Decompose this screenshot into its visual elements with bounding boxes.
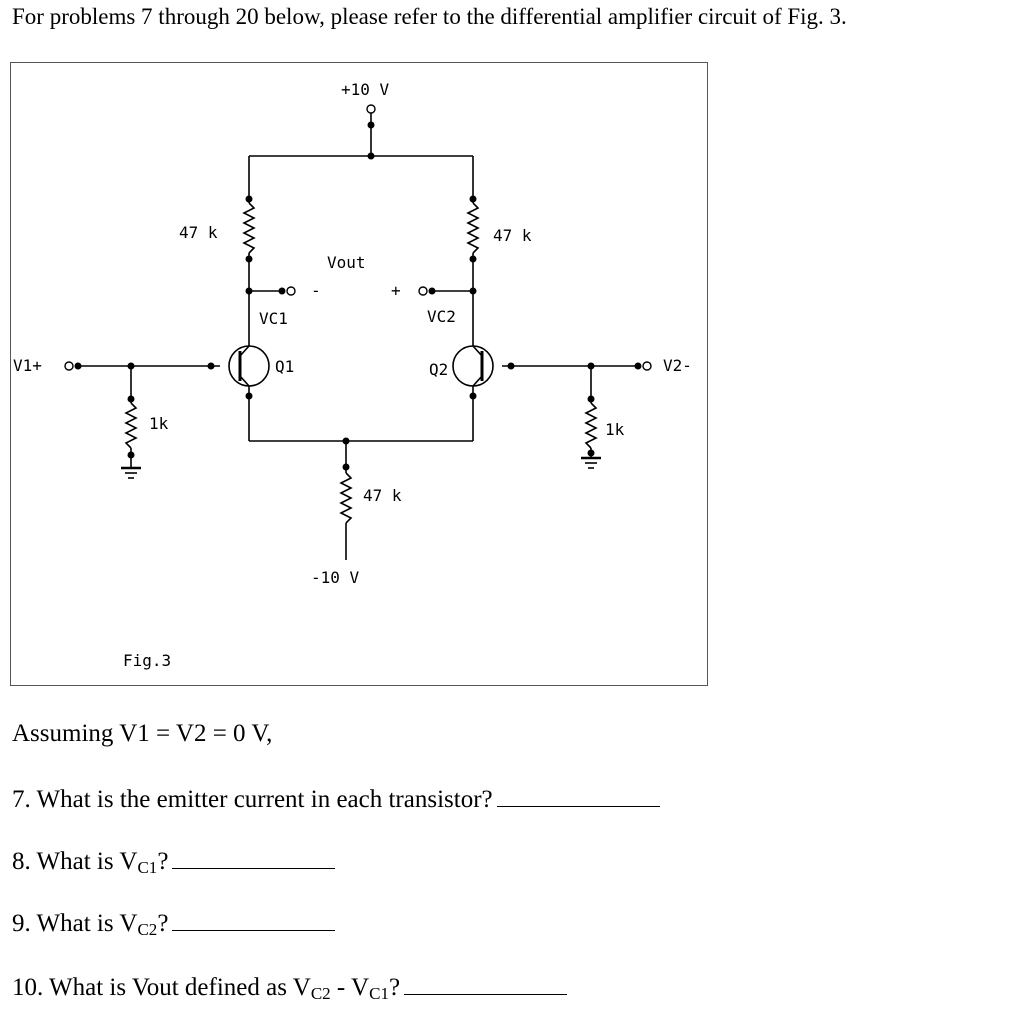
question-7-text: 7. What is the emitter current in each transistor? (12, 786, 493, 813)
vout-plus-label: + (391, 281, 401, 300)
question-10-mid: - V (330, 974, 370, 1001)
question-10-prefix: 10. What is Vout defined as V (12, 974, 311, 1001)
question-9 (12, 908, 335, 940)
rb2-label: 1k (605, 420, 625, 439)
assumption-text: Assuming V1 = V2 = 0 V, (12, 720, 273, 747)
re-label: 47 k (363, 486, 402, 505)
answer-blank-10[interactable] (404, 972, 567, 995)
question-10 (12, 972, 567, 1004)
vout-label: Vout (327, 253, 366, 272)
vcc-label: +10 V (341, 80, 390, 99)
vee-label: -10 V (311, 568, 360, 587)
question-8-suffix: ? (157, 848, 169, 875)
vc1-label: VC1 (259, 309, 288, 328)
q1-transistor (229, 346, 269, 386)
rb2-resistor (586, 403, 596, 448)
question-10-sub-a: C2 (310, 984, 331, 1003)
vc2-label: VC2 (427, 307, 456, 326)
v1-label: V1+ (13, 356, 42, 375)
v2-label: V2- (663, 356, 692, 375)
question-9-suffix: ? (157, 910, 169, 937)
figure-caption: Fig.3 (123, 651, 172, 670)
vout-minus-label: - (311, 281, 321, 300)
circuit-figure (10, 62, 708, 686)
q2-transistor (453, 346, 493, 386)
question-9-sub: C2 (137, 920, 158, 939)
question-10-suffix: ? (388, 974, 401, 1001)
question-9-prefix: 9. What is V (12, 910, 138, 937)
rc2-resistor (468, 203, 478, 253)
question-8-prefix: 8. What is V (12, 848, 138, 875)
rb1-resistor (126, 403, 136, 448)
re-resistor (341, 473, 351, 523)
answer-blank-8[interactable] (172, 846, 335, 869)
rc2-label: 47 k (493, 226, 532, 245)
rc1-resistor (244, 203, 254, 253)
rb1-label: 1k (149, 414, 169, 433)
answer-blank-7[interactable] (497, 784, 660, 807)
intro-text: For problems 7 through 20 below, please refer to the differential amplifier circuit of Fig. 3. (12, 4, 847, 29)
question-8-sub: C1 (137, 858, 158, 877)
question-10-sub-b: C1 (369, 984, 389, 1003)
circuit-diagram (11, 63, 709, 687)
q2-label: Q2 (429, 360, 449, 379)
q1-label: Q1 (275, 357, 295, 376)
rc1-label: 47 k (179, 223, 218, 242)
question-8 (12, 846, 335, 878)
question-7 (12, 784, 660, 814)
answer-blank-9[interactable] (172, 908, 335, 931)
